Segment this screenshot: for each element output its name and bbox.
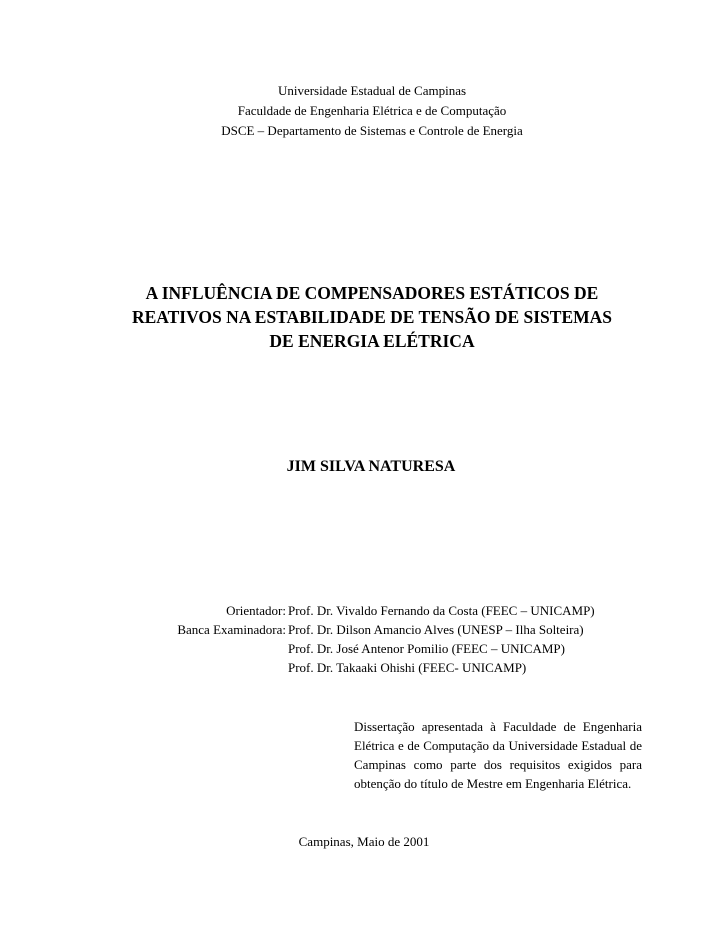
title-line-1: A INFLUÊNCIA DE COMPENSADORES ESTÁTICOS DE	[145, 283, 599, 303]
advisor-label: Orientador:	[226, 603, 286, 618]
title-line-3: DE ENERGIA ELÉTRICA	[269, 331, 475, 351]
board-member: Prof. Dr. José Antenor Pomilio (FEEC – UNICAMP)	[288, 641, 565, 656]
title-line-2: REATIVOS NA ESTABILIDADE DE TENSÃO DE SISTEMAS	[131, 307, 613, 327]
board-row-2	[0, 639, 728, 658]
board-member: Prof. Dr. Dilson Amancio Alves (UNESP – Ilha Solteira)	[288, 622, 584, 637]
university-name: Universidade Estadual de Campinas	[277, 83, 467, 98]
institution-header	[0, 81, 728, 141]
document-title	[104, 281, 640, 353]
board-label: Banca Examinadora:	[177, 622, 286, 637]
advisor-row	[0, 601, 728, 620]
department-name: DSCE – Departamento de Sistemas e Controle de Energia	[221, 123, 523, 138]
faculty-name: Faculdade de Engenharia Elétrica e de Computação	[237, 103, 507, 118]
advisor-name: Prof. Dr. Vivaldo Fernando da Costa (FEEC – UNICAMP)	[288, 603, 595, 618]
author-name: JIM SILVA NATURESA	[286, 458, 456, 475]
dissertation-note: Dissertação apresentada à Faculdade de Engenharia Elétrica e de Computação da Universidade Estadual de Campinas como parte dos requisitos exigidos para obtenção do título de Mestre em Engenharia Elétrica.	[354, 719, 642, 791]
board-row-1	[0, 620, 728, 639]
board-member: Prof. Dr. Takaaki Ohishi (FEEC- UNICAMP)	[288, 660, 527, 675]
place-date: Campinas, Maio de 2001	[298, 834, 430, 849]
board-row-3	[0, 658, 728, 677]
